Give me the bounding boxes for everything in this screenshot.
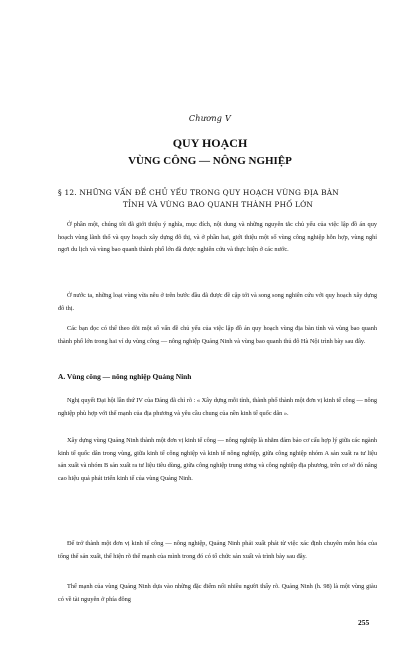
chapter-title: QUY HOẠCH: [172, 136, 248, 150]
section-heading-line1: § 12. NHỮNG VẤN ĐỀ CHỦ YẾU TRONG QUY HOẠCH VÙNG ĐỊA BÀN: [58, 188, 339, 197]
paragraph-specialization: Để trở thành một đơn vị kinh tế công — nông nghiệp, Quảng Ninh phải xuất phát từ việc xác định chuyên môn hóa của tổng thể sản xuất, thế hiện rõ thế mạnh của mình trong đó có tổ chức sản xuất và trình bày sau đây.: [58, 540, 377, 560]
paragraph-readers: Các bạn đọc có thể theo dõi một số vấn đề chủ yếu của việc lập đồ án quy hoạch vùng địa bàn tỉnh và vùng bao quanh thành phố lớn trong hai ví dụ vùng công — nông nghiệp Quảng Ninh và vùng bao quanh thủ đô Hà Nội trình bày sau đây.: [58, 325, 377, 345]
chapter-label: Chương V: [188, 114, 232, 123]
page-number: 255: [358, 618, 370, 627]
paragraph-intro: Ở phần một, chúng tôi đã giới thiệu ý nghĩa, mục đích, nội dung và những nguyên tắc chủ yếu của việc lập đồ án quy hoạch vùng lãnh thổ và quy hoạch xây dựng đô thị, và ở phần hai, giới thiệu một số vùng công nghiệp hỗn hợp, vùng nghỉ ngơi du lịch và vùng bao quanh thành phố lớn đã được nghiên cứu và thực hiện ở các nước.: [58, 221, 377, 254]
section-heading: [58, 187, 378, 211]
paragraph-country: Ở nước ta, những loại vùng vừa nêu ở trên bước đầu đã được đề cập tới và song song nghiên cứu với quy hoạch xây dựng đô thị.: [58, 292, 377, 312]
paragraph-strengths: Thế mạnh của vùng Quảng Ninh dựa vào những đặc điểm nổi nhiều người thấy rõ. Quảng Ninh (h. 98) là một vùng giàu có về tài nguyên ở phía đông: [58, 583, 377, 603]
paragraph-resolution: Nghị quyết Đại hội lần thứ IV của Đảng đã chỉ rõ : « Xây dựng mỗi tỉnh, thành phố thành một đơn vị kinh tế công — nông nghiệp phù hợp với thế mạnh của địa phương và yêu cầu chung của nền kinh tế quốc dân ».: [58, 397, 377, 417]
paragraph-structure: Xây dựng vùng Quảng Ninh thành một đơn vị kinh tế công — nông nghiệp là nhằm đảm bảo cơ cấu hợp lý giữa các ngành kinh tế quốc dân trong vùng, giữa kinh tế công nghiệp và kinh tế nông nghiệp, giữa công nghiệp nhóm A sản xuất ra tư liệu sản xuất và nhóm B sản xuất ra tư liệu tiêu dùng, giữa công nghiệp trung ương và công nghiệp địa phương, trên cơ sở đó nâng cao hiệu quả phát triển kinh tế của vùng Quảng Ninh.: [58, 437, 377, 483]
section-heading-line2: TỈNH VÀ VÙNG BAO QUANH THÀNH PHỐ LỚN: [122, 200, 314, 209]
chapter-subtitle: VÙNG CÔNG — NÔNG NGHIỆP: [128, 155, 292, 167]
subheading-quang-ninh: A. Vùng công — nông nghiệp Quảng Ninh: [58, 372, 192, 381]
